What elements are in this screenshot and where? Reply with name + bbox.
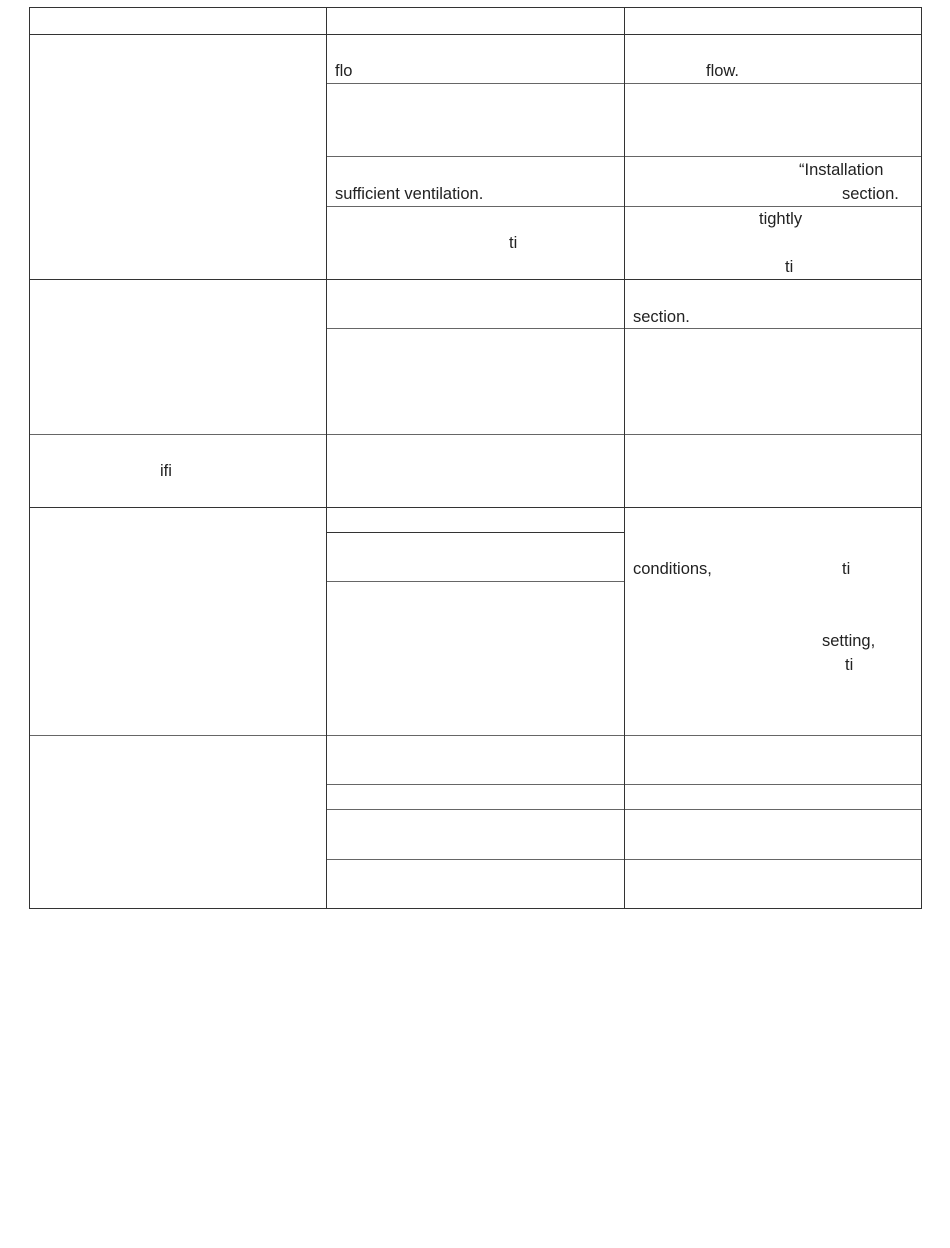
group-divider xyxy=(29,735,922,736)
cell-text: tightly xyxy=(759,210,803,228)
column-divider-2 xyxy=(624,7,625,909)
header-row-divider xyxy=(29,34,922,35)
column-divider-1 xyxy=(326,7,327,909)
cell-text: setting, xyxy=(822,632,876,650)
cell-text: ti xyxy=(509,234,518,252)
table-border-left xyxy=(29,7,30,909)
table-border-bottom xyxy=(29,908,922,909)
cell-text: flow. xyxy=(706,62,740,80)
group-divider xyxy=(29,279,922,280)
cell-text: flo xyxy=(335,62,353,80)
cell-text: sufficient ventilation. xyxy=(335,185,484,203)
group-divider xyxy=(29,507,922,508)
row-divider xyxy=(326,581,624,582)
cell-text: conditions, xyxy=(633,560,712,578)
table-border-right xyxy=(921,7,922,909)
cell-text: ti xyxy=(842,560,851,578)
cell-text: “Installation xyxy=(799,161,884,179)
cell-text: ti xyxy=(785,258,794,276)
cell-text: ifi xyxy=(160,462,172,480)
group-divider xyxy=(29,434,922,435)
cell-text: section. xyxy=(633,308,690,326)
row-divider xyxy=(326,532,624,533)
table-border-top xyxy=(29,7,922,8)
cell-text: ti xyxy=(845,656,854,674)
cell-text: section. xyxy=(842,185,899,203)
